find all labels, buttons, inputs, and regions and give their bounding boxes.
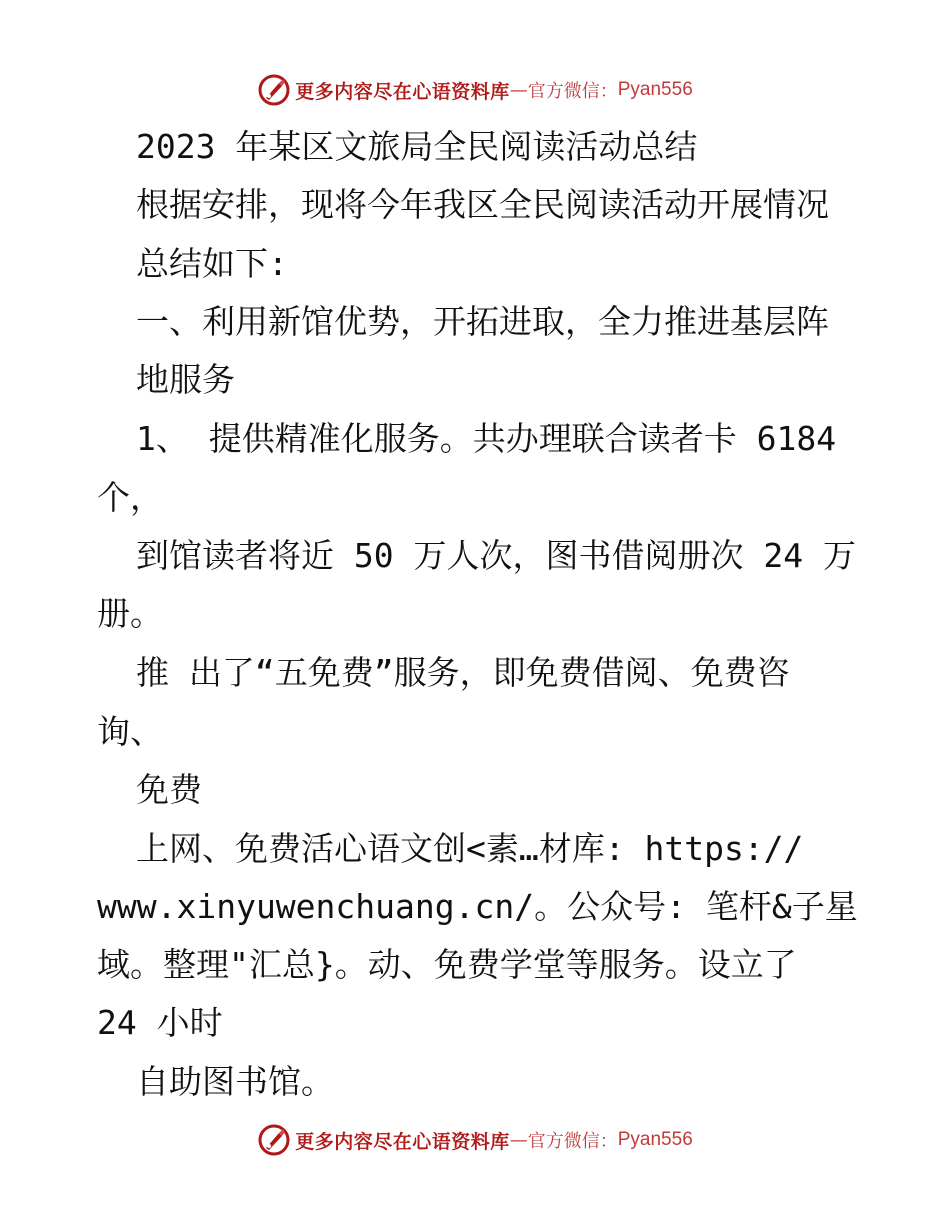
section-heading: 一、利用新馆优势，开拓进取，全力推进基层阵: [136, 302, 829, 341]
footer-banner-wechat-label: 官方微信：: [527, 1131, 618, 1152]
body-line: www.xinyuwenchuang.cn/。公众号: 笔杆&子星: [97, 887, 858, 926]
body-line: 1、 提供精准化服务。共办理联合读者卡 6184: [136, 419, 837, 458]
body-line: 总结如下:: [136, 244, 288, 283]
body-line: 到馆读者将近 50 万人次，图书借阅册次 24 万: [136, 536, 856, 575]
footer-banner-wechat-id: Pyan556: [617, 1129, 693, 1150]
pen-logo-icon: [257, 1123, 291, 1157]
footer-banner-separator: —: [509, 1129, 528, 1151]
body-line: 免费: [136, 770, 202, 809]
body-line: 根据安排，现将今年我区全民阅读活动开展情况: [136, 185, 829, 224]
footer-watermark-banner: [0, 1120, 950, 1160]
body-line: 自助图书馆。: [136, 1062, 334, 1101]
body-line: 个，: [97, 478, 163, 517]
header-banner-separator: —: [509, 79, 528, 101]
footer-banner-title: 更多内容尽在心语资料库: [295, 1130, 510, 1153]
body-line: 推 出了“五免费”服务，即免费借阅、免费咨: [136, 653, 790, 692]
body-line: 册。: [97, 594, 163, 633]
body-line: 询、: [97, 712, 163, 751]
section-heading: 地服务: [136, 360, 235, 399]
header-banner-title: 更多内容尽在心语资料库: [295, 80, 510, 103]
body-line: 上网、免费活心语文创<素…材库: https://: [136, 829, 804, 868]
header-banner-wechat-id: Pyan556: [617, 79, 693, 100]
pen-logo-icon: [257, 73, 291, 107]
header-watermark-banner: [0, 70, 950, 110]
document-title: 2023 年某区文旅局全民阅读活动总结: [136, 127, 698, 166]
body-line: 域。整理"汇总}。动、免费学堂等服务。设立了: [97, 945, 797, 984]
body-line: 24 小时: [97, 1003, 223, 1042]
header-banner-wechat-label: 官方微信：: [527, 81, 618, 102]
